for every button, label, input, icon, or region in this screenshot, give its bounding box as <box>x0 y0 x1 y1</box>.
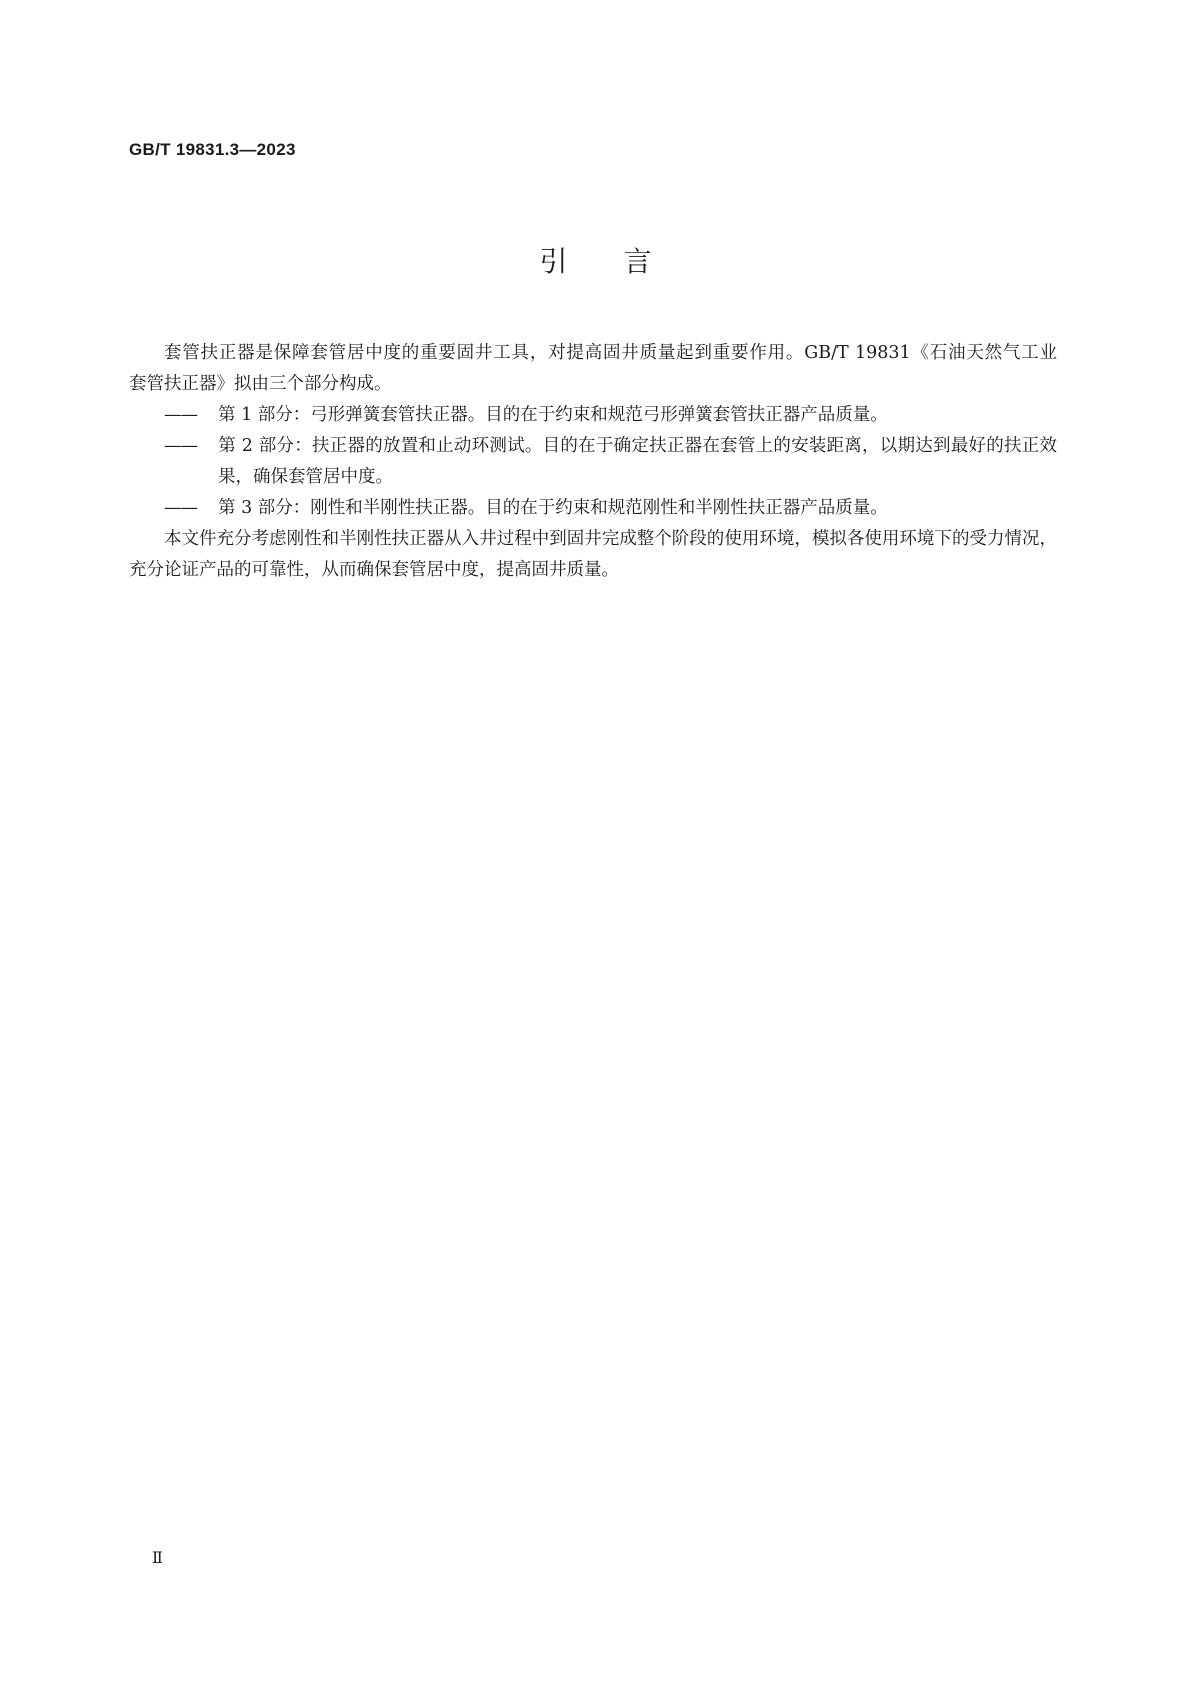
page-number: Ⅱ <box>152 1548 163 1567</box>
intro-paragraph: 套管扶正器是保障套管居中度的重要固井工具，对提高固井质量起到重要作用。GB/T 19831《石油天然气工业 套管扶正器》拟由三个部分构成。 <box>129 343 1075 394</box>
page-title: 引言 <box>539 245 708 278</box>
part-list-item <box>129 493 1057 524</box>
em-dash: —— <box>164 405 197 425</box>
scope-paragraph: 本文件充分考虑刚性和半刚性扶正器从入井过程中到固井完成整个阶段的使用环境，模拟各使用环境下的受力情况，充分论证产品的可靠性，从而确保套管居中度，提高固井质量。 <box>129 529 1057 580</box>
em-dash: —— <box>164 498 197 518</box>
part-2-text: 第 2 部分：扶正器的放置和止动环测试。目的在于确定扶正器在套管上的安装距离，以期达到最好的扶正效果，确保套管居中度。 <box>218 436 1057 487</box>
introduction-body <box>129 338 1075 586</box>
part-list-item <box>129 431 1057 493</box>
part-1-text: 第 1 部分：弓形弹簧套管扶正器。目的在于约束和规范弓形弹簧套管扶正器产品质量。 <box>218 405 888 425</box>
part-list-item <box>129 400 1057 431</box>
part-3-text: 第 3 部分：刚性和半刚性扶正器。目的在于约束和规范刚性和半刚性扶正器产品质量。 <box>218 498 888 518</box>
em-dash: —— <box>164 436 197 456</box>
standard-code: GB/T 19831.3—2023 <box>129 140 296 159</box>
